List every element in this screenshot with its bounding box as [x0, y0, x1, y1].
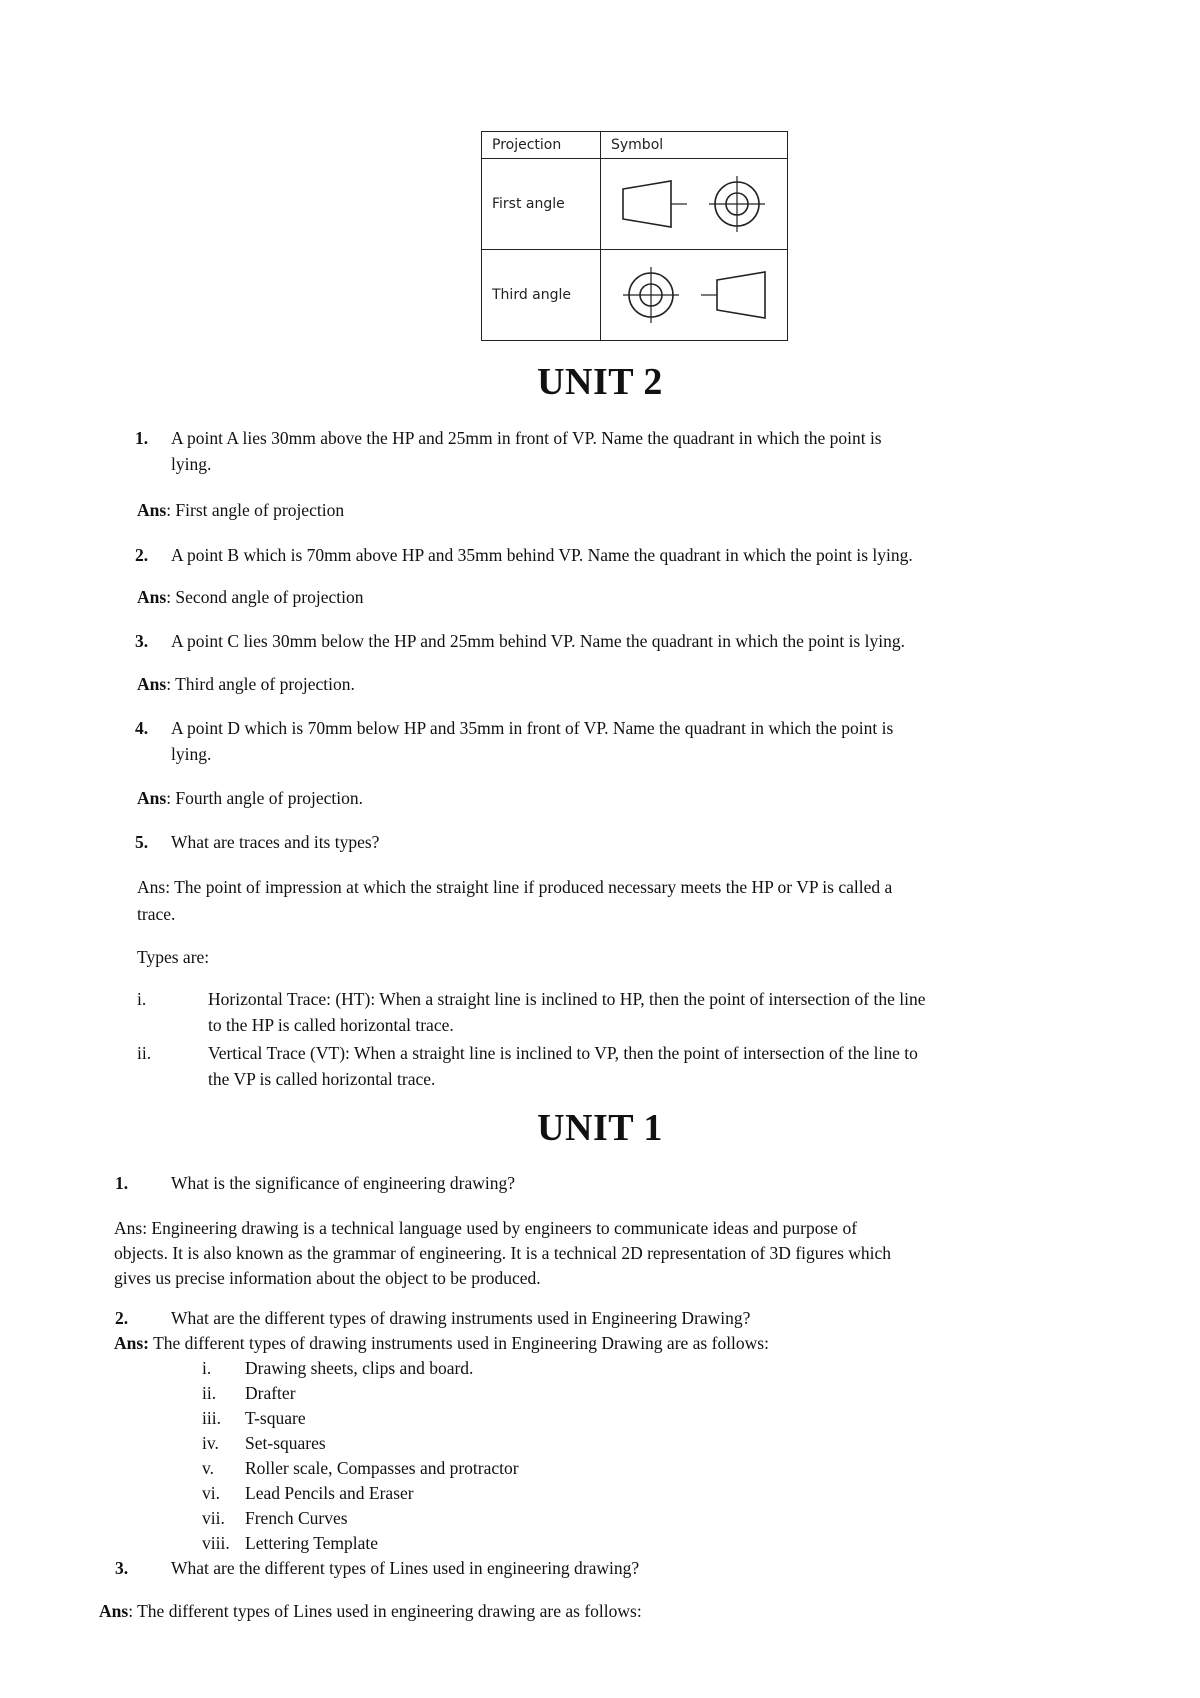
first-angle-symbol-cell — [601, 159, 788, 250]
answer-4 — [137, 785, 363, 811]
unit1-answer-2-text: The different types of drawing instruments used in Engineering Drawing are as follows: — [149, 1333, 769, 1353]
types-label: Types are: — [137, 947, 210, 967]
list-item: Roller scale, Compasses and protractor — [245, 1458, 519, 1478]
answer-label: Ans: — [114, 1333, 150, 1353]
list-item: French Curves — [245, 1508, 348, 1528]
question-5-text: What are traces and its types? — [171, 832, 380, 852]
question-number: 2. — [115, 1308, 129, 1328]
question-number: 4. — [135, 718, 149, 738]
answer-2 — [137, 584, 364, 610]
unit-2-title: UNIT 2 — [537, 361, 663, 403]
list-item: Lettering Template — [245, 1533, 379, 1553]
answer-2-text: : Second angle of projection — [166, 587, 364, 607]
list-item-number: iii. — [202, 1408, 221, 1428]
answer-label: Ans — [137, 674, 167, 694]
list-item-number: vi. — [202, 1483, 220, 1503]
answer-label: Ans — [137, 788, 167, 808]
header-symbol: Symbol — [601, 132, 788, 159]
unit1-question-1-text: What is the significance of engineering drawing? — [171, 1173, 516, 1193]
list-item-number: i. — [137, 989, 147, 1009]
list-item: Drawing sheets, clips and board. — [245, 1358, 474, 1378]
answer-3 — [137, 671, 355, 697]
question-4-text: A point D which is 70mm below HP and 35mm in front of VP. Name the quadrant in which the point is — [171, 718, 894, 738]
list-item-number: i. — [202, 1358, 212, 1378]
first-angle-symbol — [609, 169, 779, 239]
unit1-answer-1-line-2: objects. It is also known as the grammar of engineering. It is a technical 2D representation of 3D figures which — [114, 1243, 892, 1263]
list-item-number: ii. — [137, 1043, 152, 1063]
list-item: Drafter — [245, 1383, 296, 1403]
unit1-question-3-text: What are the different types of Lines used in engineering drawing? — [171, 1558, 640, 1578]
answer-label: Ans — [137, 587, 167, 607]
unit1-answer-1-line-3: gives us precise information about the object to be produced. — [114, 1268, 541, 1288]
list-item: Set-squares — [245, 1433, 326, 1453]
question-number: 3. — [135, 631, 149, 651]
unit-1-title: UNIT 1 — [537, 1107, 663, 1149]
answer-4-text: : Fourth angle of projection. — [166, 788, 364, 808]
list-item-number: viii. — [202, 1533, 230, 1553]
list-item-number: iv. — [202, 1433, 219, 1453]
answer-5-line-2: trace. — [137, 904, 176, 924]
answer-5-line-1: Ans: The point of impression at which the straight line if produced necessary meets the HP or VP is called a — [137, 877, 893, 897]
unit1-answer-2 — [114, 1330, 769, 1356]
projection-symbol-table — [481, 131, 788, 341]
third-angle-symbol-cell — [601, 250, 788, 341]
question-1-text: A point A lies 30mm above the HP and 25mm in front of VP. Name the quadrant in which the point is — [171, 428, 882, 448]
third-angle-symbol — [609, 260, 779, 330]
list-item: Lead Pencils and Eraser — [245, 1483, 414, 1503]
question-3-text: A point C lies 30mm below the HP and 25mm behind VP. Name the quadrant in which the point is lying. — [171, 631, 905, 651]
list-item: T-square — [245, 1408, 306, 1428]
trace-item-ht-line-1: Horizontal Trace: (HT): When a straight line is inclined to HP, then the point of intersection of the line — [208, 989, 926, 1009]
list-item-number: ii. — [202, 1383, 217, 1403]
unit1-answer-1-line-1: Ans: Engineering drawing is a technical language used by engineers to communicate ideas and purpose of — [114, 1218, 858, 1238]
question-number: 1. — [115, 1173, 129, 1193]
answer-3-text: : Third angle of projection. — [166, 674, 355, 694]
table-header-row — [482, 132, 788, 159]
answer-1-text: : First angle of projection — [166, 500, 345, 520]
list-item-number: vii. — [202, 1508, 225, 1528]
trace-item-vt-line-1: Vertical Trace (VT): When a straight line is inclined to VP, then the point of intersection of the line to — [208, 1043, 918, 1063]
row-label-first-angle: First angle — [482, 159, 601, 250]
row-label-third-angle: Third angle — [482, 250, 601, 341]
question-2-text: A point B which is 70mm above HP and 35mm behind VP. Name the quadrant in which the point is lying. — [171, 545, 913, 565]
unit1-answer-3-text: : The different types of Lines used in engineering drawing are as follows: — [128, 1601, 642, 1621]
answer-label: Ans — [99, 1601, 129, 1621]
list-item-number: v. — [202, 1458, 214, 1478]
table-row — [482, 250, 788, 341]
question-number: 3. — [115, 1558, 129, 1578]
answer-label: Ans — [137, 500, 167, 520]
question-number: 2. — [135, 545, 149, 565]
question-1-text-cont: lying. — [171, 454, 212, 474]
header-projection: Projection — [482, 132, 601, 159]
question-4-text-cont: lying. — [171, 744, 212, 764]
trace-item-ht-line-2: to the HP is called horizontal trace. — [208, 1015, 454, 1035]
question-number: 5. — [135, 832, 149, 852]
question-number: 1. — [135, 428, 149, 448]
answer-1 — [137, 497, 344, 523]
trace-item-vt-line-2: the VP is called horizontal trace. — [208, 1069, 436, 1089]
unit1-question-2-text: What are the different types of drawing instruments used in Engineering Drawing? — [171, 1308, 751, 1328]
table-row — [482, 159, 788, 250]
unit1-answer-3 — [99, 1598, 642, 1624]
